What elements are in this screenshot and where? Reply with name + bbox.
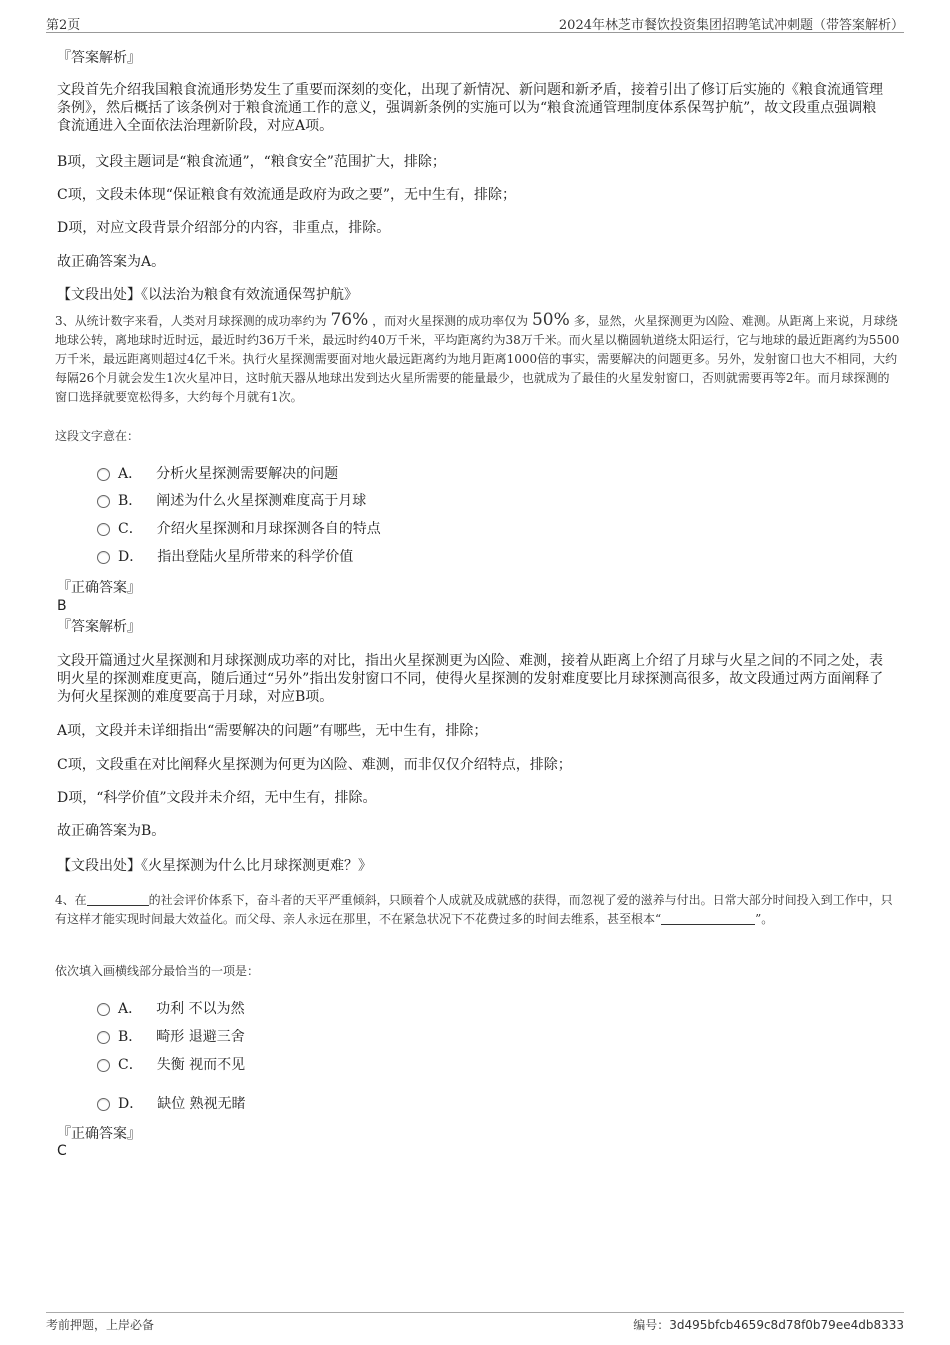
answer-label: 『正确答案』 (57, 580, 141, 596)
analysis-paragraph: 文段开篇通过火星探测和月球探测成功率的对比，指出火星探测更为凶险、难测，接着从距离上介绍了月球与火星之间的不同之处，表明火星的探测难度更高，随后通过“另外”指出发射窗口不同，使得火星探测的发射难度要比月球探测高很多，故文段通过两方面阐释了为何火星探测的难度要高于月球，对应B项。 (57, 653, 884, 705)
radio-icon[interactable] (97, 1031, 110, 1044)
analysis-option-c: C项，文段重在对比阐释火星探测为何更为凶险、难测，而非仅仅介绍特点，排除； (57, 757, 572, 773)
analysis-option-b: B项，文段主题词是“粮食流通”，“粮食安全”范围扩大，排除； (57, 154, 446, 170)
page-number: 第2页 (46, 18, 81, 33)
analysis-option-d: D项，对应文段背景介绍部分的内容，非重点，排除。 (57, 220, 391, 236)
answer-label: 『正确答案』 (57, 1126, 141, 1142)
option-d[interactable]: D． 缺位 熟视无睹 (97, 1094, 246, 1114)
source-citation: 【文段出处】《以法治为粮食有效流通保驾护航》 (57, 287, 358, 303)
conclusion: 故正确答案为A。 (57, 254, 166, 270)
document-title: 2024年林芝市餐饮投资集团招聘笔试冲刺题（带答案解析） (558, 18, 904, 33)
document-code: 编号：3d495bfcb4659c8d78f0b79ee4db8333 (633, 1318, 904, 1332)
analysis-option-c: C项，文段未体现“保证粮食有效流通是政府为政之要”，无中生有，排除； (57, 187, 517, 203)
radio-icon[interactable] (97, 468, 110, 481)
question-stem: 3、从统计数字来看，人类对月球探测的成功率约为 76% ，而对火星探测的成功率仅为 50% 多，显然，火星探测更为凶险、难测。从距离上来说，月球绕地球公转，离地球时近时远，最近时约36万千米，最远时约40万千米，平均距离约为38万千米。而火星以椭圆轨道绕太阳运行，它与地球的最近距离约为5500万千米，最远距离则超过4亿千米。执行火星探测需要面对地火最远距离约为地月距离1000倍的事实，需要解决的问题更多。另外，发射窗口也大不相同，大约每隔26个月就会发生1次火星冲日，这时航天器从地球出发到达火星所需要的能量最少，也就成为了最佳的火星发射窗口，否则就需要再等2年。而月球探测的窗口选择就要宽松得多，大约每个月就有1次。 (55, 310, 900, 404)
question-prompt: 依次填入画横线部分最恰当的一项是： (55, 964, 260, 978)
conclusion: 故正确答案为B。 (57, 823, 166, 839)
analysis-label: 『答案解析』 (57, 619, 141, 635)
option-b[interactable]: B． 畸形 退避三舍 (97, 1027, 245, 1047)
option-c[interactable]: C． 失衡 视而不见 (97, 1055, 245, 1075)
blank-1 (87, 891, 149, 906)
analysis-label: 『答案解析』 (57, 50, 141, 66)
option-c[interactable]: C． 介绍火星探测和月球探测各自的特点 (97, 519, 381, 539)
success-rate-mars: 50% (531, 310, 570, 330)
radio-icon[interactable] (97, 495, 110, 508)
radio-icon[interactable] (97, 551, 110, 564)
page-header (46, 12, 904, 33)
source-citation: 【文段出处】《火星探测为什么比月球探测更难？》 (57, 858, 372, 874)
page-footer (46, 1312, 904, 1337)
analysis-paragraph: 文段首先介绍我国粮食流通形势发生了重要而深刻的变化，出现了新情况、新问题和新矛盾，接着引出了修订后实施的《粮食流通管理条例》，然后概括了该条例对于粮食流通工作的意义，强调新条例的实施可以为“粮食流通管理制度体系保驾护航”，故文段重点强调粮食流通进入全面依法治理新阶段，对应A项。 (57, 82, 883, 134)
radio-icon[interactable] (97, 1003, 110, 1016)
success-rate-moon: 76% (330, 310, 369, 330)
question-prompt: 这段文字意在： (55, 429, 140, 443)
option-a[interactable]: A． 功利 不以为然 (97, 999, 245, 1019)
radio-icon[interactable] (97, 1098, 110, 1111)
footer-slogan: 考前押题，上岸必备 (46, 1318, 155, 1332)
analysis-option-d: D项，“科学价值”文段并未介绍，无中生有，排除。 (57, 790, 377, 806)
radio-icon[interactable] (97, 1059, 110, 1072)
option-d[interactable]: D． 指出登陆火星所带来的科学价值 (97, 547, 353, 567)
analysis-option-a: A项，文段并未详细指出“需要解决的问题”有哪些，无中生有，排除； (57, 723, 488, 739)
option-a[interactable]: A． 分析火星探测需要解决的问题 (97, 464, 338, 484)
option-b[interactable]: B． 阐述为什么火星探测难度高于月球 (97, 491, 366, 511)
blank-2 (661, 910, 755, 925)
radio-icon[interactable] (97, 523, 110, 536)
question-stem: 4、在 的社会评价体系下，奋斗者的天平严重倾斜，只顾着个人成就及成就感的获得，而忽视了爱的滋养与付出。日常大部分时间投入到工作中，只有这样才能实现时间最大效益化。而父母、亲人永远在那里，不在紧急状况下不花费过多的时间去维系，甚至根本“ ”。 (55, 893, 893, 926)
answer-value: C (57, 1143, 67, 1159)
answer-value: B (57, 598, 67, 614)
